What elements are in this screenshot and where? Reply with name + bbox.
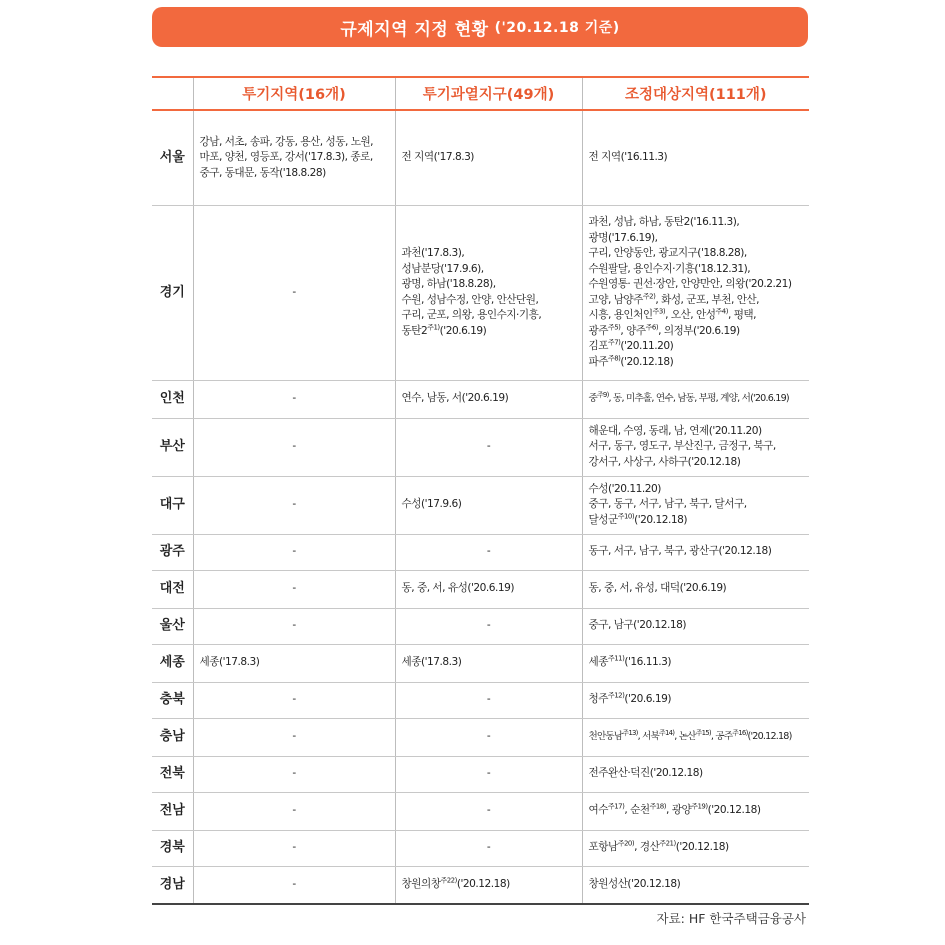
page-title: 규제지역 지정 현황 <box>340 19 489 40</box>
region-label: 서울 <box>152 110 193 205</box>
table-row <box>152 644 809 682</box>
cell-line: 천안동남$^{주13)}$, 서북$^{주14)}$, 논산$^{주15)}$, 공주$^{주16)}$('20.12.18) <box>588 729 792 743</box>
adjustment-cell <box>582 534 809 570</box>
cell-line: - <box>486 619 491 632</box>
cell-line: 강서구, 사상구, 사하구('20.12.18) <box>588 455 741 468</box>
table-row <box>152 418 809 476</box>
speculation-cell <box>193 570 395 608</box>
region-label: 세종 <box>152 644 193 682</box>
overheated-cell <box>395 682 582 718</box>
adjustment-cell <box>582 205 809 380</box>
cell-line: 파주$^{주8)}$('20.12.18) <box>588 353 674 368</box>
cell-line: - <box>486 767 491 780</box>
adjustment-cell <box>582 476 809 534</box>
region-label: 충남 <box>152 718 193 756</box>
cell-line: 수원영통· 권선·장안, 안양만안, 의왕('20.2.21) <box>588 278 792 290</box>
cell-line: - <box>486 730 491 743</box>
cell-line: 광주$^{주5)}$, 양주$^{주6)}$, 의정부('20.6.19) <box>588 322 740 337</box>
cell-line: 서구, 동구, 영도구, 부산진구, 금정구, 북구, <box>588 440 776 453</box>
cell-line: - <box>292 285 296 298</box>
table-row <box>152 718 809 756</box>
speculation-cell <box>193 110 395 205</box>
speculation-cell <box>193 756 395 792</box>
cell-line: 과천, 성남, 하남, 동탄2('16.11.3), <box>588 216 740 228</box>
cell-line: - <box>292 392 296 405</box>
table-row <box>152 682 809 718</box>
cell-line: 수원팔달, 용인수지·기흥('18.12.31), <box>588 262 751 275</box>
cell-line: - <box>486 841 491 854</box>
region-label: 충북 <box>152 682 193 718</box>
table-row <box>152 792 809 830</box>
table-row <box>152 608 809 644</box>
header-overheated-zone: 투기과열지구(49개) <box>395 77 582 110</box>
header-adjustment-zone: 조정대상지역(111개) <box>582 77 809 110</box>
cell-line: 구리, 군포, 의왕, 용인수지·기흥, <box>401 309 542 321</box>
region-label: 부산 <box>152 418 193 476</box>
adjustment-cell <box>582 110 809 205</box>
overheated-cell <box>395 756 582 792</box>
speculation-cell <box>193 718 395 756</box>
overheated-cell <box>395 644 582 682</box>
cell-line: 동, 중, 서, 유성('20.6.19) <box>401 582 514 595</box>
cell-line: - <box>292 545 296 558</box>
region-label: 대전 <box>152 570 193 608</box>
cell-line: 수성('20.11.20) <box>588 482 661 495</box>
adjustment-cell <box>582 418 809 476</box>
cell-line: 달성군$^{주10)}$('20.12.18) <box>588 512 687 526</box>
region-label: 전북 <box>152 756 193 792</box>
speculation-cell <box>193 205 395 380</box>
cell-line: 중구, 동구, 서구, 남구, 북구, 달서구, <box>588 498 747 511</box>
cell-line: 창원성산('20.12.18) <box>588 878 681 890</box>
cell-line: - <box>486 440 491 453</box>
cell-line: 세종('17.8.3) <box>199 656 260 669</box>
title-date: ('20.12.18 기준) <box>494 20 620 36</box>
cell-line: - <box>292 730 296 743</box>
cell-line: 전 지역('17.8.3) <box>401 151 474 163</box>
regulation-table <box>152 76 809 905</box>
cell-line: 동탄$2^{주1)}('20.6.19)$ <box>401 322 487 337</box>
cell-line: 세종$^{주11)}$('16.11.3) <box>588 654 671 669</box>
region-label: 광주 <box>152 534 193 570</box>
table-row <box>152 756 809 792</box>
cell-line: - <box>292 767 296 780</box>
speculation-cell <box>193 830 395 866</box>
cell-line: 강남, 서초, 송파, 강동, 용산, 성동, 노원, 마포, 양천, 영등포, 강서('17.8.3), 종로, 중구, 동대문, 동작('18.8.28) <box>199 135 374 179</box>
cell-line: - <box>486 804 491 817</box>
table-row <box>152 205 809 380</box>
region-label: 울산 <box>152 608 193 644</box>
cell-line: 구리, 안양동안, 광교지구('18.8.28), <box>588 247 747 259</box>
overheated-cell <box>395 718 582 756</box>
header-region <box>152 77 193 110</box>
speculation-cell <box>193 608 395 644</box>
title-banner <box>152 7 808 47</box>
cell-line: - <box>292 841 296 854</box>
adjustment-cell <box>582 644 809 682</box>
overheated-cell <box>395 866 582 904</box>
overheated-cell <box>395 476 582 534</box>
cell-line: 동구, 서구, 남구, 북구, 광산구('20.12.18) <box>588 545 772 558</box>
cell-line: 청주$^{주12)}$('20.6.19) <box>588 691 671 706</box>
overheated-cell <box>395 570 582 608</box>
region-label: 경남 <box>152 866 193 904</box>
adjustment-cell <box>582 830 809 866</box>
overheated-cell <box>395 205 582 380</box>
region-label: 전남 <box>152 792 193 830</box>
speculation-cell <box>193 792 395 830</box>
adjustment-cell <box>582 682 809 718</box>
cell-line: 김포$^{주7)}$('20.11.20) <box>588 338 674 352</box>
speculation-cell <box>193 380 395 418</box>
speculation-cell <box>193 418 395 476</box>
source-note: 자료: HF 한국주택금융공사 <box>656 911 806 926</box>
speculation-cell <box>193 476 395 534</box>
cell-line: - <box>292 582 296 595</box>
speculation-cell <box>193 866 395 904</box>
table-row <box>152 866 809 904</box>
cell-line: 시흥, 용인처인$^{주3)}$, 오산, 안성$^{주4)}$, 평택, <box>588 307 757 321</box>
cell-line: 세종('17.8.3) <box>401 656 462 669</box>
cell-line: 수성('17.9.6) <box>401 498 462 511</box>
speculation-cell <box>193 682 395 718</box>
cell-line: - <box>486 545 491 558</box>
cell-line: 전주완산·덕진('20.12.18) <box>588 767 703 780</box>
cell-line: 포항남$^{주20)}$, 경산$^{주21)}$('20.12.18) <box>588 839 729 854</box>
overheated-cell <box>395 110 582 205</box>
cell-line: - <box>292 619 296 632</box>
overheated-cell <box>395 792 582 830</box>
header-row <box>152 77 809 110</box>
cell-line: 여수$^{주17)}$, 순천$^{주18)}$, 광양$^{주19)}$('20.12.18) <box>588 802 761 817</box>
cell-line: 광명('17.6.19), <box>588 231 658 244</box>
table-row <box>152 534 809 570</box>
adjustment-cell <box>582 756 809 792</box>
cell-line: 과천('17.8.3), <box>401 247 465 259</box>
overheated-cell <box>395 418 582 476</box>
table-row <box>152 476 809 534</box>
overheated-cell <box>395 380 582 418</box>
cell-line: 중$^{주9)}$, 동, 미추홀, 연수, 남동, 부평, 계양, 서('20.6.19) <box>588 391 789 405</box>
table-row <box>152 380 809 418</box>
cell-line: 성남분당('17.9.6), <box>401 262 484 275</box>
region-label: 경기 <box>152 205 193 380</box>
cell-line: 동, 중, 서, 유성, 대덕('20.6.19) <box>588 582 727 595</box>
adjustment-cell <box>582 718 809 756</box>
overheated-cell <box>395 608 582 644</box>
speculation-cell <box>193 534 395 570</box>
header-speculation-zone: 투기지역(16개) <box>193 77 395 110</box>
adjustment-cell <box>582 866 809 904</box>
table-row <box>152 110 809 205</box>
cell-line: 고양, 남양주$^{주2)}$, 화성, 군포, 부천, 안산, <box>588 291 760 306</box>
cell-line: 중구, 남구('20.12.18) <box>588 619 687 632</box>
cell-line: 전 지역('16.11.3) <box>588 151 668 163</box>
cell-line: - <box>486 693 491 706</box>
region-label: 경북 <box>152 830 193 866</box>
cell-line: - <box>292 693 296 706</box>
adjustment-cell <box>582 380 809 418</box>
adjustment-cell <box>582 792 809 830</box>
region-label: 대구 <box>152 476 193 534</box>
overheated-cell <box>395 534 582 570</box>
table-row <box>152 830 809 866</box>
cell-line: 해운대, 수영, 동래, 남, 연제('20.11.20) <box>588 424 762 437</box>
cell-line: - <box>292 440 296 453</box>
cell-line: - <box>292 804 296 817</box>
adjustment-cell <box>582 570 809 608</box>
table-row <box>152 570 809 608</box>
cell-line: 광명, 하남('18.8.28), <box>401 278 496 290</box>
speculation-cell <box>193 644 395 682</box>
cell-line: 연수, 남동, 서('20.6.19) <box>401 392 509 405</box>
overheated-cell <box>395 830 582 866</box>
cell-line: 창원의창$^{주22)}$('20.12.18) <box>401 876 510 890</box>
cell-line: 수원, 성남수정, 안양, 안산단원, <box>401 293 539 306</box>
adjustment-cell <box>582 608 809 644</box>
cell-line: - <box>292 878 296 890</box>
cell-line: - <box>292 498 296 511</box>
region-label: 인천 <box>152 380 193 418</box>
